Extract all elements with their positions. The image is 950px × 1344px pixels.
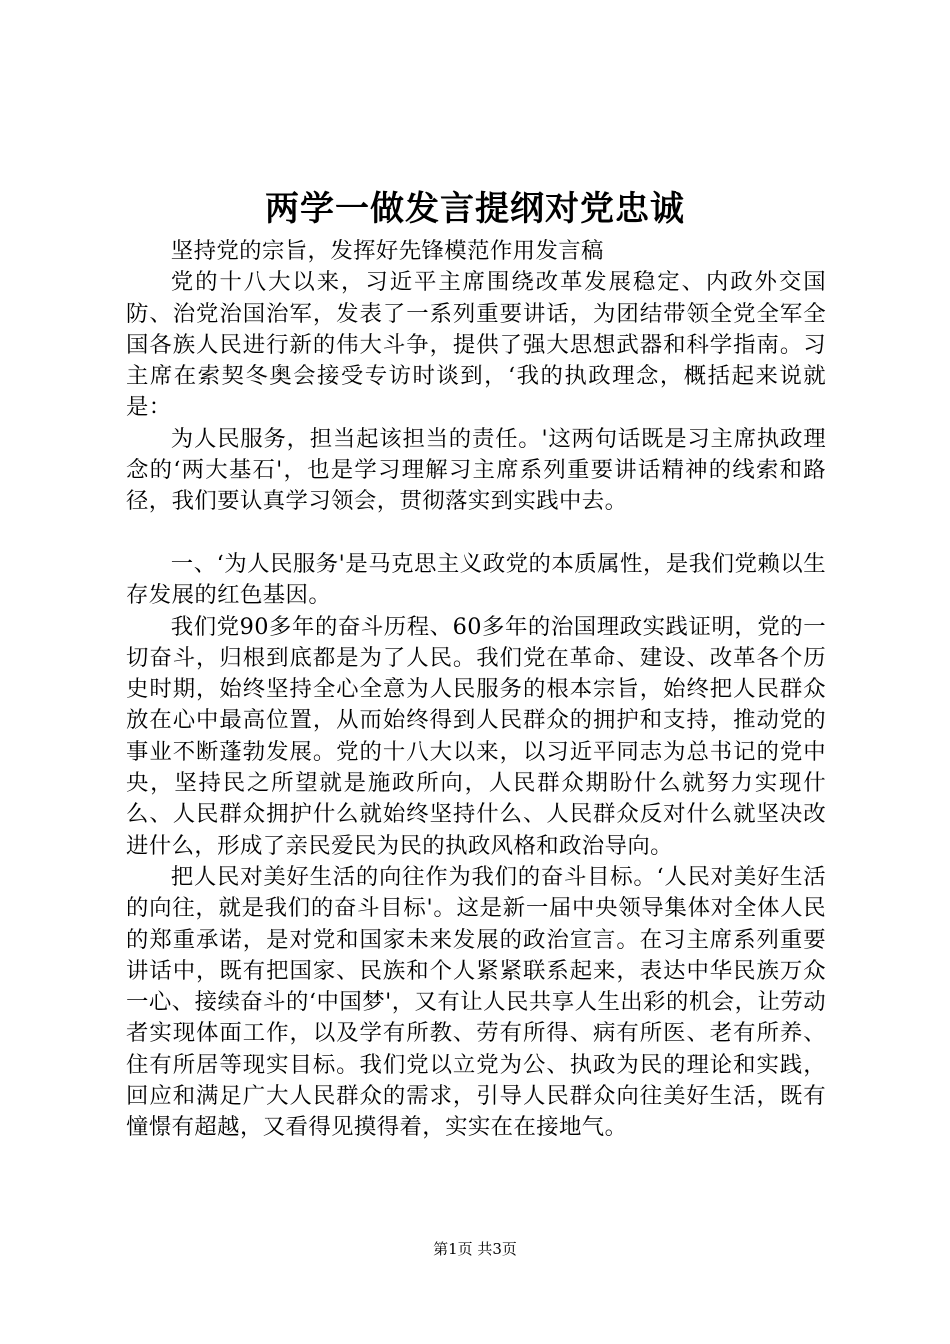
paragraph-intro: 党的十八大以来，习近平主席围绕改革发展稳定、内政外交国防、治党治国治军，发表了一系列重要讲话，为团结带领全党全军全国各族人民进行新的伟大斗争，提供了强大思想武器和科学指南。习主席在索契冬奥会接受专访时谈到，‘我的执政理念，概括起来说就是：: [126, 269, 826, 421]
document-body: [126, 236, 826, 1144]
paragraph-philosophy: 为人民服务，担当起该担当的责任。'这两句话既是习主席执政理念的‘两大基石'，也是学习理解习主席系列重要讲话精神的线索和路径，我们要认真学习领会，贯彻落实到实践中去。: [126, 425, 826, 515]
section-heading-one: 一、‘为人民服务'是马克思主义政党的本质属性，是我们党赖以生存发展的红色基因。: [126, 550, 826, 609]
page-number-footer: 第1页 共3页: [433, 1240, 517, 1258]
paragraph-goal: 把人民对美好生活的向往作为我们的奋斗目标。‘人民对美好生活的向往，就是我们的奋斗目标'。这是新一届中央领导集体对全体人民的郑重承诺，是对党和国家未来发展的政治宣言。在习主席系列重要讲话中，既有把国家、民族和个人紧紧联系起来，表达中华民族万众一心、接续奋斗的‘中国梦'，又有让人民共享人生出彩的机会，让劳动者实现体面工作，以及学有所教、劳有所得、病有所医、老有所养、住有所居等现实目标。我们党以立党为公、执政为民的理论和实践，回应和满足广大人民群众的需求，引导人民群众向往美好生活，既有憧憬有超越，又看得见摸得着，实实在在接地气。: [126, 863, 826, 1141]
paragraph-subtitle: 坚持党的宗旨，发挥好先锋模范作用发言稿: [170, 238, 604, 264]
paragraph-history: 我们党90多年的奋斗历程、60多年的治国理政实践证明，党的一切奋斗，归根到底都是为了人民。我们党在革命、建设、改革各个历史时期，始终坚持全心全意为人民服务的根本宗旨，始终把人民群众放在心中最高位置，从而始终得到人民群众的拥护和支持，推动党的事业不断蓬勃发展。党的十八大以来，以习近平同志为总书记的党中央，坚持民之所望就是施政所向，人民群众期盼什么就努力实现什么、人民群众拥护什么就始终坚持什么、人民群众反对什么就坚决改进什么，形成了亲民爱民为民的执政风格和政治导向。: [126, 613, 826, 859]
paragraph-spacer: [126, 518, 826, 549]
document-title: 两学一做发言提纲对党忠诚: [265, 189, 685, 229]
